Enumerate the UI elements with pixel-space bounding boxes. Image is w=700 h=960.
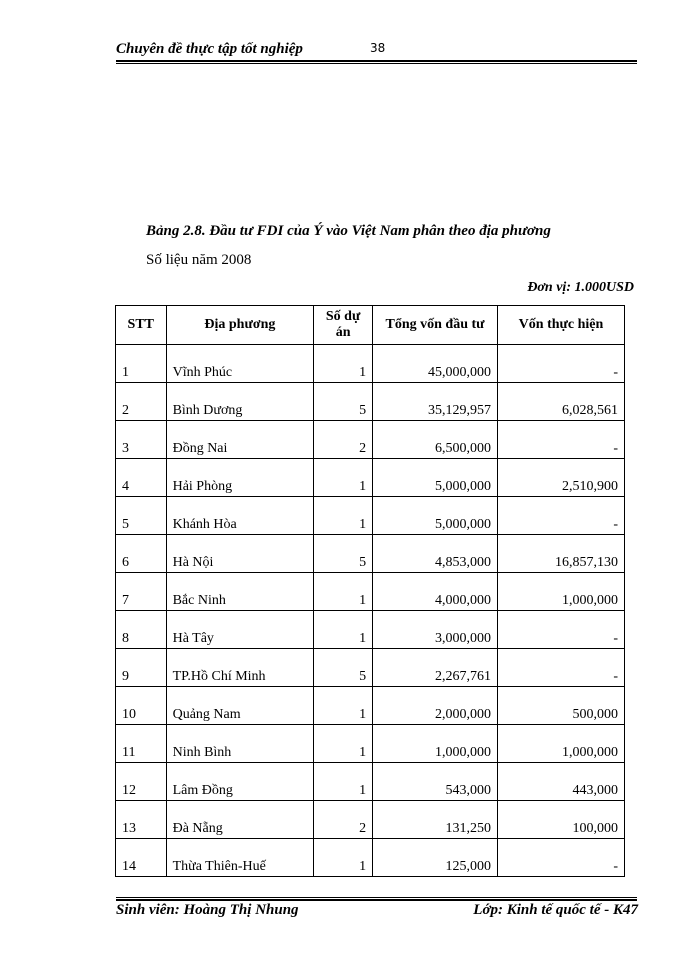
cell-stt: 14	[116, 839, 167, 877]
table-row	[116, 687, 625, 725]
footer-class: Lớp: Kinh tế quốc tế - K47	[473, 902, 638, 918]
footer-rule	[116, 897, 637, 901]
cell-stt: 9	[116, 649, 167, 687]
cell-implemented: -	[497, 421, 624, 459]
cell-projects: 2	[314, 801, 373, 839]
table-row	[116, 383, 625, 421]
cell-location: Khánh Hòa	[166, 497, 314, 535]
table-row	[116, 801, 625, 839]
cell-total: 1,000,000	[373, 725, 498, 763]
cell-location: TP.Hồ Chí Minh	[166, 649, 314, 687]
cell-location: Hà Tây	[166, 611, 314, 649]
page-header	[116, 40, 636, 62]
cell-location: Thừa Thiên-Huế	[166, 839, 314, 877]
cell-implemented: -	[497, 345, 624, 383]
cell-location: Lâm Đồng	[166, 763, 314, 801]
cell-total: 3,000,000	[373, 611, 498, 649]
fdi-table	[115, 305, 625, 877]
cell-location: Vĩnh Phúc	[166, 345, 314, 383]
table-row	[116, 497, 625, 535]
table-row	[116, 421, 625, 459]
cell-total: 2,267,761	[373, 649, 498, 687]
cell-projects: 1	[314, 725, 373, 763]
cell-location: Ninh Bình	[166, 725, 314, 763]
table-row	[116, 839, 625, 877]
cell-stt: 13	[116, 801, 167, 839]
cell-total: 6,500,000	[373, 421, 498, 459]
cell-projects: 1	[314, 573, 373, 611]
cell-projects: 5	[314, 649, 373, 687]
table-row	[116, 649, 625, 687]
cell-total: 5,000,000	[373, 459, 498, 497]
column-header-projects: Số dự án	[314, 306, 373, 345]
cell-location: Bắc Ninh	[166, 573, 314, 611]
footer-student: Sinh viên: Hoàng Thị Nhung	[116, 902, 299, 918]
cell-stt: 6	[116, 535, 167, 573]
header-rule	[116, 60, 637, 64]
column-header-total: Tổng vốn đầu tư	[373, 306, 498, 345]
cell-projects: 1	[314, 497, 373, 535]
cell-total: 45,000,000	[373, 345, 498, 383]
cell-location: Bình Dương	[166, 383, 314, 421]
cell-implemented: -	[497, 497, 624, 535]
cell-location: Đồng Nai	[166, 421, 314, 459]
cell-projects: 1	[314, 459, 373, 497]
cell-total: 131,250	[373, 801, 498, 839]
cell-implemented: -	[497, 839, 624, 877]
table-row	[116, 345, 625, 383]
cell-stt: 2	[116, 383, 167, 421]
table-subcaption: Số liệu năm 2008	[146, 252, 252, 268]
cell-projects: 1	[314, 763, 373, 801]
table-row	[116, 611, 625, 649]
cell-location: Quảng Nam	[166, 687, 314, 725]
cell-implemented: 100,000	[497, 801, 624, 839]
cell-stt: 10	[116, 687, 167, 725]
cell-implemented: -	[497, 611, 624, 649]
cell-stt: 3	[116, 421, 167, 459]
cell-projects: 1	[314, 611, 373, 649]
table-row	[116, 725, 625, 763]
cell-stt: 7	[116, 573, 167, 611]
cell-location: Hà Nội	[166, 535, 314, 573]
cell-total: 4,000,000	[373, 573, 498, 611]
cell-implemented: 6,028,561	[497, 383, 624, 421]
cell-total: 543,000	[373, 763, 498, 801]
cell-implemented: 16,857,130	[497, 535, 624, 573]
page-number: 38	[370, 41, 386, 55]
cell-stt: 11	[116, 725, 167, 763]
cell-implemented: 500,000	[497, 687, 624, 725]
cell-implemented: 1,000,000	[497, 725, 624, 763]
cell-implemented: 1,000,000	[497, 573, 624, 611]
cell-implemented: -	[497, 649, 624, 687]
cell-projects: 1	[314, 839, 373, 877]
cell-total: 4,853,000	[373, 535, 498, 573]
cell-projects: 5	[314, 383, 373, 421]
table-header-row	[116, 306, 625, 345]
cell-projects: 1	[314, 687, 373, 725]
table-row	[116, 573, 625, 611]
cell-projects: 1	[314, 345, 373, 383]
cell-total: 5,000,000	[373, 497, 498, 535]
cell-stt: 12	[116, 763, 167, 801]
table-row	[116, 763, 625, 801]
table-body	[116, 345, 625, 877]
cell-stt: 4	[116, 459, 167, 497]
header-title: Chuyên đề thực tập tốt nghiệp	[116, 41, 303, 57]
cell-stt: 8	[116, 611, 167, 649]
cell-total: 125,000	[373, 839, 498, 877]
column-header-implemented: Vốn thực hiện	[497, 306, 624, 345]
cell-location: Hải Phòng	[166, 459, 314, 497]
column-header-location: Địa phương	[166, 306, 314, 345]
cell-stt: 5	[116, 497, 167, 535]
cell-implemented: 2,510,900	[497, 459, 624, 497]
cell-location: Đà Nẵng	[166, 801, 314, 839]
cell-projects: 2	[314, 421, 373, 459]
table-caption: Bảng 2.8. Đầu tư FDI của Ý vào Việt Nam phân theo địa phương	[146, 223, 551, 239]
cell-projects: 5	[314, 535, 373, 573]
table-row	[116, 535, 625, 573]
table-row	[116, 459, 625, 497]
cell-total: 2,000,000	[373, 687, 498, 725]
unit-label: Đơn vị: 1.000USD	[527, 280, 634, 295]
column-header-stt: STT	[116, 306, 167, 345]
cell-stt: 1	[116, 345, 167, 383]
cell-total: 35,129,957	[373, 383, 498, 421]
cell-implemented: 443,000	[497, 763, 624, 801]
